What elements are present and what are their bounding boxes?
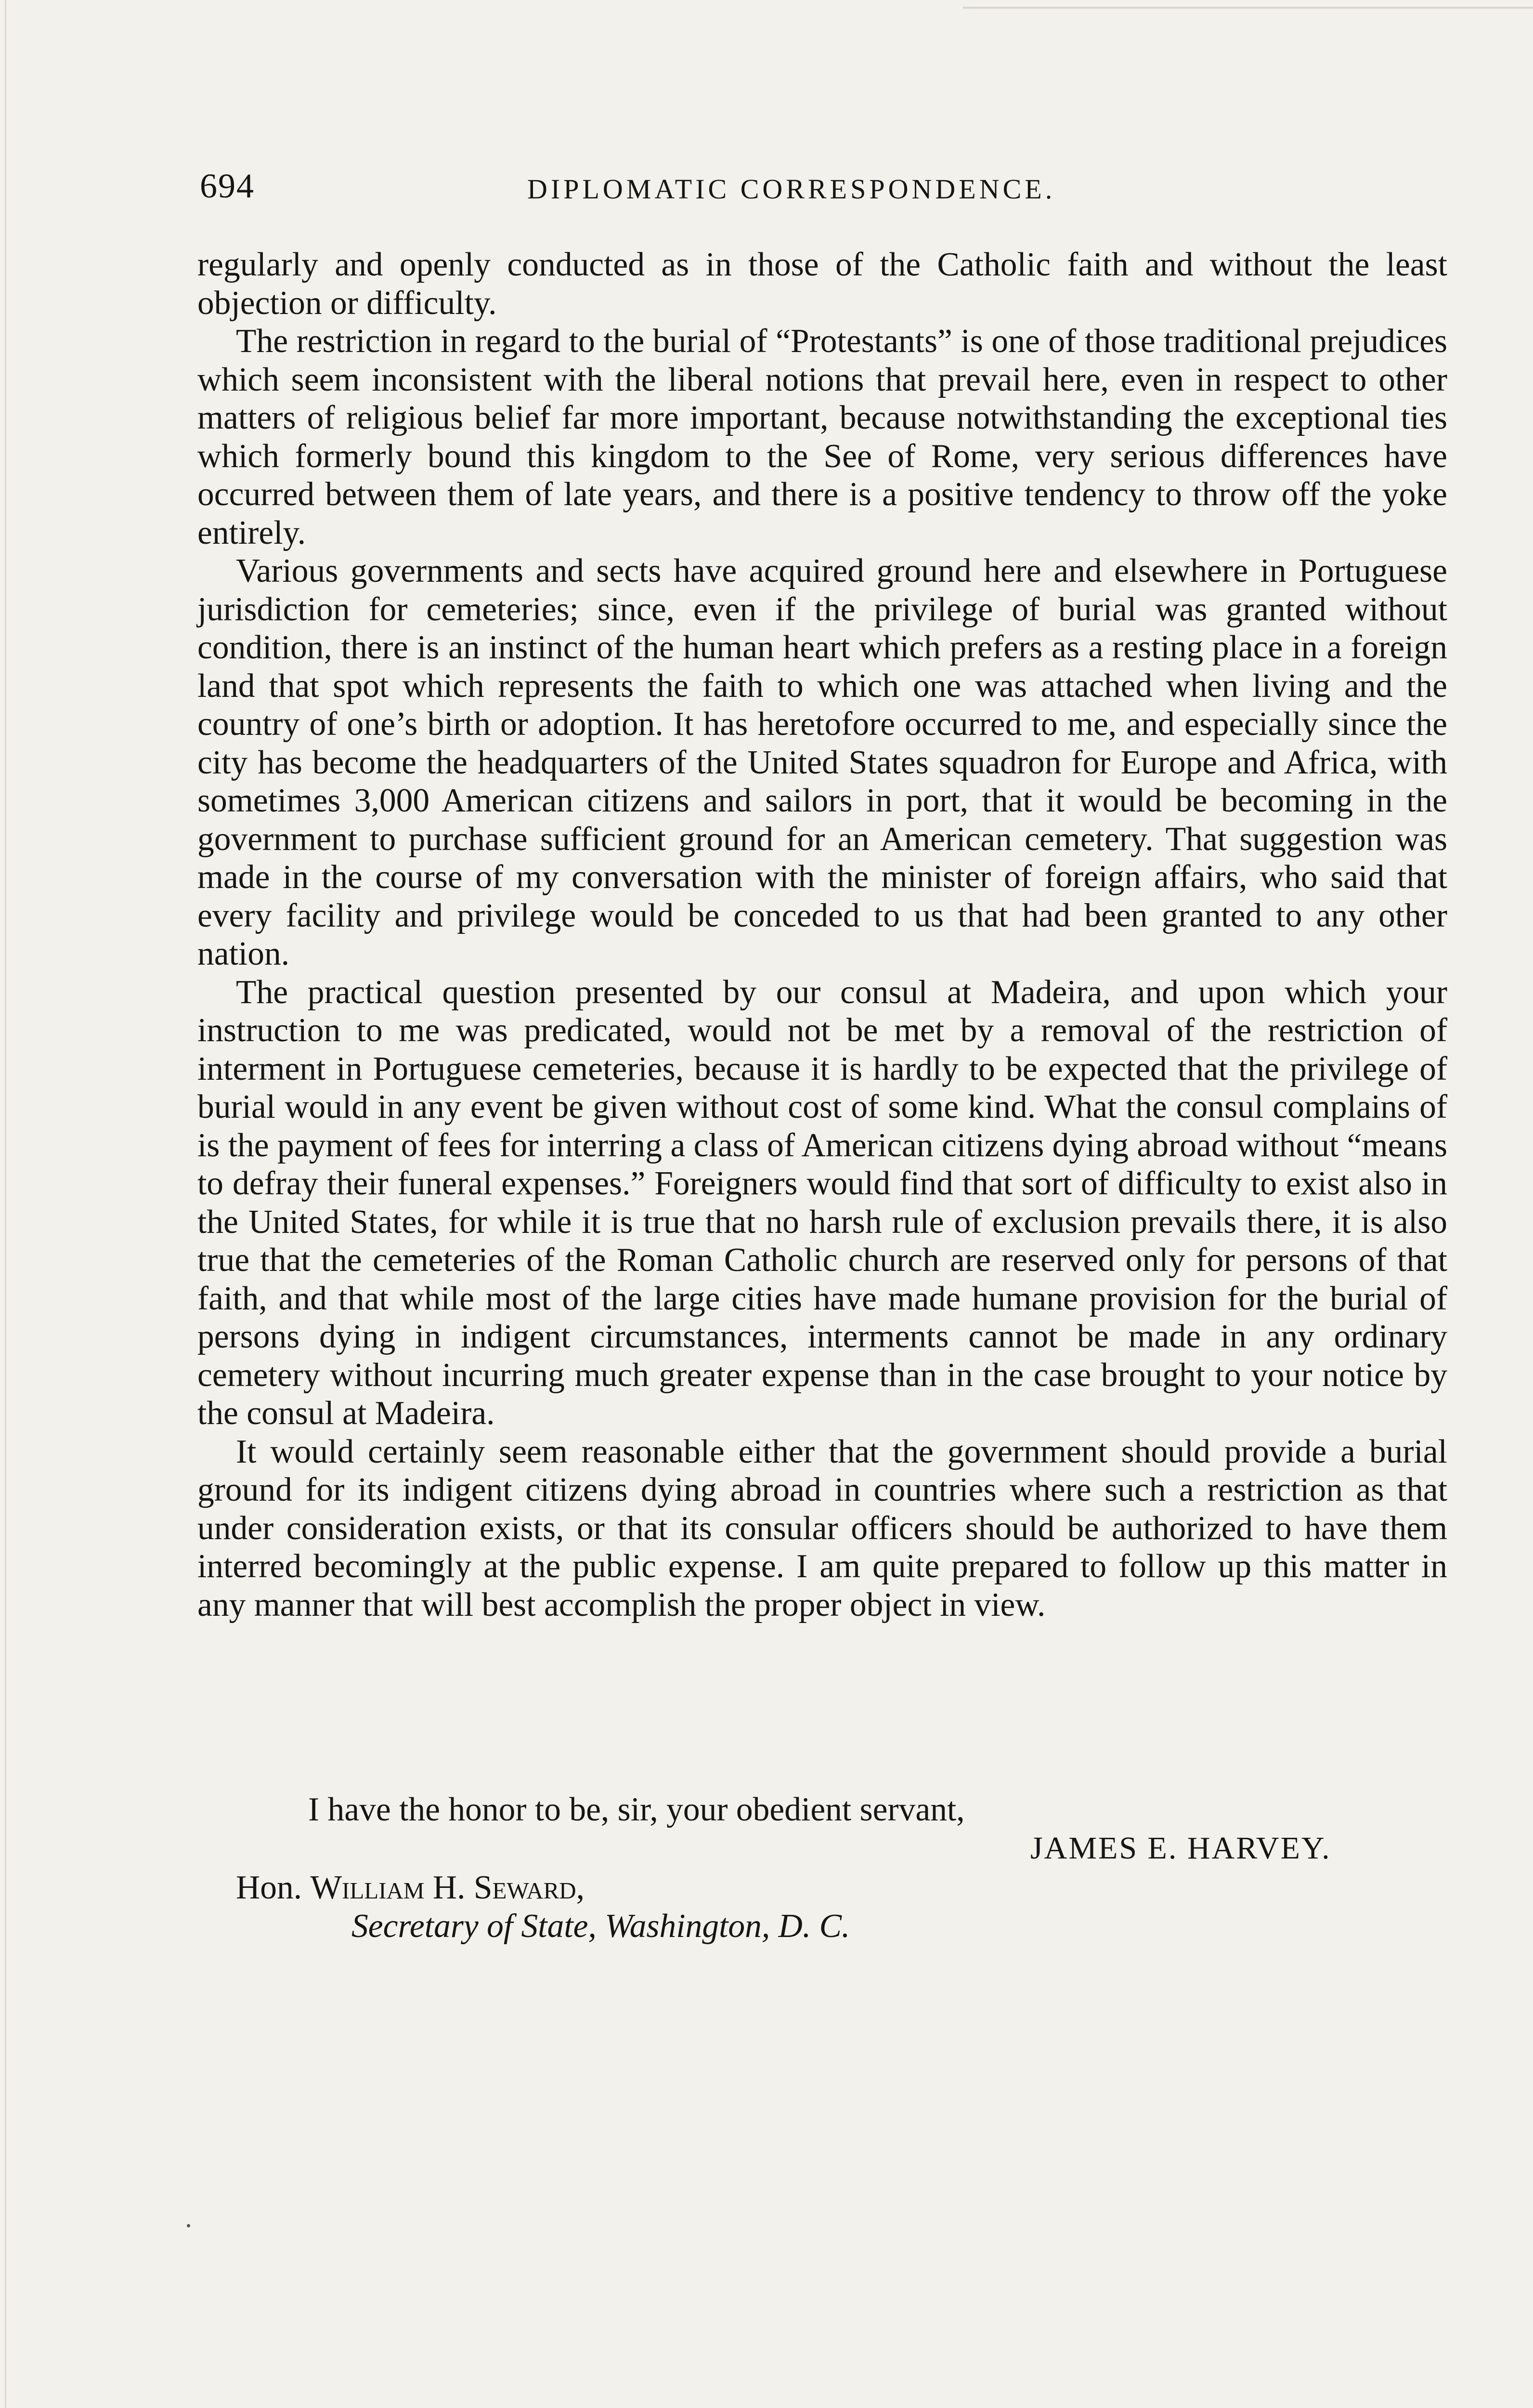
scan-speck xyxy=(187,2224,190,2227)
running-head: DIPLOMATIC CORRESPONDENCE. xyxy=(527,173,1056,205)
page-header xyxy=(200,166,1447,224)
signature: JAMES E. HARVEY. xyxy=(1030,1831,1331,1866)
closing-line: I have the honor to be, sir, your obedient servant, xyxy=(308,1791,965,1828)
paragraph-2: The restriction in regard to the burial of “Protestants” is one of those traditional prejudices which seem inconsistent with the liberal notions that prevail here, even in respect to other matters of religious belief far more important, because notwithstanding the exceptional ties which formerly bound this kingdom to the See of Rome, very serious differences have occurred between them of late years, and there is a positive tendency to throw off the yoke entirely. xyxy=(197,323,1447,551)
scan-edge-left xyxy=(5,0,6,2408)
paragraph-4: The practical question presented by our consul at Madeira, and upon which your instruction to me was predicated, would not be met by a removal of the restriction of interment in Portuguese cemeteries, because it is hardly to be expected that the privilege of burial would in any event be given without cost of some kind. What the consul complains of is the payment of fees for interring a class of American citizens dying abroad without “means to defray their funeral expenses.” Foreigners would find that sort of difficulty to exist also in the United States, for while it is true that no harsh rule of exclusion prevails there, it is also true that the cemeteries of the Roman Catholic church are reserved only for persons of that faith, and that while most of the large cities have made humane provision for the burial of persons dying in indigent circumstances, interments cannot be made in any ordinary cemetery without incurring much greater expense than in the case brought to your notice by the consul at Madeira. xyxy=(197,973,1447,1432)
letter-body xyxy=(197,246,1447,1624)
addressee xyxy=(236,1869,585,1907)
addressee-title: Secretary of State, Washington, D. C. xyxy=(351,1908,850,1945)
addressee-prefix: Hon. xyxy=(236,1869,302,1906)
addressee-name: William H. Seward, xyxy=(310,1869,585,1906)
page-number: 694 xyxy=(200,167,255,205)
paragraph-1: regularly and openly conducted as in those of the Catholic faith and without the least objection or difficulty. xyxy=(197,246,1447,322)
scan-edge-top xyxy=(963,7,1533,9)
paragraph-3: Various governments and sects have acquired ground here and elsewhere in Portuguese jurisdiction for cemeteries; since, even if the privilege of burial was granted without condition, there is an instinct of the human heart which prefers as a resting place in a foreign land that spot which represents the faith to which one was attached when living and the country of one’s birth or adoption. It has heretofore occurred to me, and especially since the city has become the headquarters of the United States squadron for Europe and Africa, with sometimes 3,000 American citizens and sailors in port, that it would be becoming in the government to purchase sufficient ground for an American cemetery. That suggestion was made in the course of my conversation with the minister of foreign affairs, who said that every facility and privilege would be conceded to us that had been granted to any other nation. xyxy=(197,552,1447,972)
paragraph-5: It would certainly seem reasonable either that the government should provide a burial ground for its indigent citizens dying abroad in countries where such a restriction as that under consideration exists, or that its consular officers should be authorized to have them interred becomingly at the public expense. I am quite prepared to follow up this matter in any manner that will best accomplish the proper object in view. xyxy=(197,1433,1447,1623)
